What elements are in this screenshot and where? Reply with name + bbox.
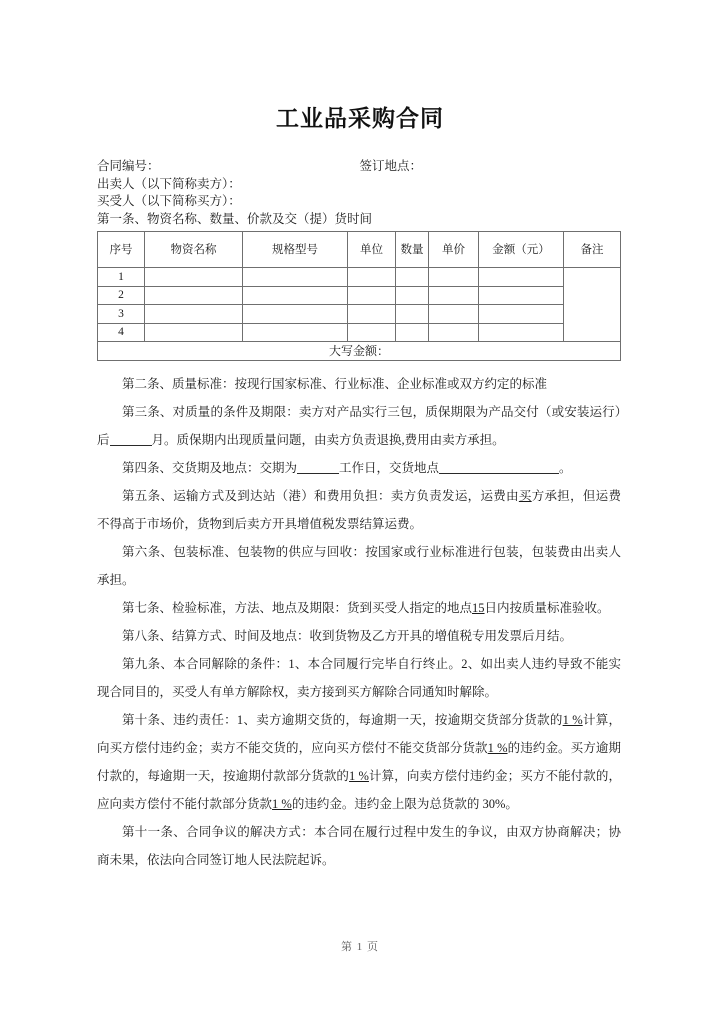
column-header-price: 单价	[429, 232, 479, 268]
clause-7-text-a: 第七条、检验标准，方法、地点及期限：货到买受人指定的地点	[122, 600, 473, 615]
cell-unit[interactable]	[348, 305, 396, 324]
cell-remark[interactable]	[564, 268, 621, 342]
clause-10-text-d: 计算，向卖方偿付违约金；买方不能付款的，应向卖方偿付不能付款部分货款	[97, 768, 621, 811]
column-header-quantity: 数量	[396, 232, 429, 268]
column-header-name: 物资名称	[145, 232, 243, 268]
penalty-rate-4[interactable]: 1 %	[272, 796, 292, 811]
cell-index: 1	[98, 268, 145, 287]
buyer-line: 买受人（以下简称买方）：	[97, 194, 241, 208]
column-header-amount: 金额（元）	[479, 232, 564, 268]
cell-unit[interactable]	[348, 268, 396, 287]
cell-quantity[interactable]	[396, 286, 429, 305]
inspection-days-value[interactable]: 15	[472, 600, 485, 615]
penalty-rate-3[interactable]: 1 %	[349, 768, 369, 783]
clause-11: 第十一条、合同争议的解决方式：本合同在履行过程中发生的争议，由双方协商解决；协商未果，依法向合同签订地人民法院起诉。	[97, 824, 621, 867]
clause-8: 第八条、结算方式、时间及地点：收到货物及乙方开具的增值税专用发票后月结。	[122, 628, 573, 643]
table-total-row	[98, 342, 621, 361]
clause-10-text-c: 的违约金。买方逾期付款的，每逾期一天，按逾期付款部分货款的	[97, 740, 621, 783]
penalty-rate-1[interactable]: 1 %	[562, 712, 583, 727]
cell-amount[interactable]	[479, 305, 564, 324]
cell-price[interactable]	[429, 286, 479, 305]
cell-quantity[interactable]	[396, 323, 429, 342]
cell-spec[interactable]	[243, 305, 348, 324]
clause-3-text-b: 月。质保期内出现质量问题，由卖方负责退换,费用由卖方承担。	[151, 432, 505, 447]
column-header-remark: 备注	[564, 232, 621, 268]
clause-5-text-b: 方承担，但运费不得高于市场价，货物到后卖方开具增值税发票结算运费。	[97, 488, 621, 531]
clause-5	[97, 482, 621, 538]
clause-7-text-b: 日内按质量标准验收。	[484, 600, 610, 615]
penalty-rate-2[interactable]: 1 %	[487, 740, 508, 755]
cell-spec[interactable]	[243, 268, 348, 287]
clause-10-text-e: 的违约金。违约金上限为总货款的 30%。	[291, 796, 518, 811]
cell-name[interactable]	[145, 268, 243, 287]
table-row	[98, 268, 621, 287]
cell-unit[interactable]	[348, 286, 396, 305]
cell-quantity[interactable]	[396, 305, 429, 324]
page-footer: 第 1 页	[341, 941, 379, 953]
delivery-place-blank[interactable]	[439, 460, 559, 474]
cell-index: 3	[98, 305, 145, 324]
cell-amount[interactable]	[479, 323, 564, 342]
seller-line: 出卖人（以下简称卖方）：	[97, 176, 241, 191]
warranty-period-blank[interactable]	[110, 432, 152, 446]
column-header-unit: 单位	[348, 232, 396, 268]
page-title: 工业品采购合同	[276, 106, 444, 131]
column-header-index: 序号	[98, 232, 145, 268]
clause-10	[97, 706, 621, 818]
contract-number-line	[97, 158, 621, 176]
cell-amount[interactable]	[479, 268, 564, 287]
document-body	[97, 158, 621, 874]
table-row	[98, 305, 621, 324]
clause-4-text-a: 第四条、交货期及地点：交期为	[122, 460, 298, 475]
clause-3	[97, 398, 621, 454]
table-row	[98, 286, 621, 305]
table-header-row	[98, 232, 621, 268]
clause-4-text-b: 工作日，交货地点	[339, 460, 440, 475]
contract-number-label: 合同编号：	[97, 159, 160, 173]
clause-3-text-a: 第三条、对质量的条件及期限：卖方对产品实行三包，质保期限为产品交付（或安装运行）后	[97, 404, 621, 447]
cell-index: 4	[98, 323, 145, 342]
freight-payer-value[interactable]: 买	[518, 488, 532, 503]
cell-amount[interactable]	[479, 286, 564, 305]
clause-2: 第二条、质量标准：按现行国家标准、行业标准、企业标准或双方约定的标准	[122, 376, 548, 391]
goods-table	[97, 231, 621, 361]
clause-5-text-a: 第五条、运输方式及到达站（港）和费用负担：卖方负责发运，运费由	[122, 488, 519, 503]
clause-9: 第九条、本合同解除的条件：1、本合同履行完毕自行终止。2、如出卖人违约导致不能实现合同目的，买受人有单方解除权，卖方接到买方解除合同通知时解除。	[97, 656, 621, 699]
cell-name[interactable]	[145, 323, 243, 342]
cell-spec[interactable]	[243, 286, 348, 305]
clause-10-text-b: 计算，向买方偿付违约金；卖方不能交货的，应向买方偿付不能交货部分货款	[97, 712, 621, 755]
signing-place-label: 签订地点：	[359, 159, 423, 173]
cell-price[interactable]	[429, 268, 479, 287]
article-1-heading: 第一条、物资名称、数量、价款及交（提）货时间	[97, 211, 373, 226]
cell-index: 2	[98, 286, 145, 305]
clause-7	[97, 594, 621, 622]
column-header-spec: 规格型号	[243, 232, 348, 268]
cell-price[interactable]	[429, 323, 479, 342]
cell-quantity[interactable]	[396, 268, 429, 287]
clause-4-text-c: 。	[559, 460, 572, 475]
clause-10-text-a: 第十条、违约责任：1、卖方逾期交货的，每逾期一天，按逾期交货部分货款的	[122, 712, 563, 727]
cell-unit[interactable]	[348, 323, 396, 342]
clause-list	[97, 370, 621, 874]
cell-price[interactable]	[429, 305, 479, 324]
amount-in-words-cell[interactable]: 大写金额：	[98, 342, 621, 361]
clause-6: 第六条、包装标准、包装物的供应与回收：按国家或行业标准进行包装，包装费由出卖人承担。	[97, 544, 621, 587]
cell-name[interactable]	[145, 286, 243, 305]
clause-4	[97, 454, 621, 482]
cell-name[interactable]	[145, 305, 243, 324]
delivery-days-blank[interactable]	[297, 460, 339, 474]
cell-spec[interactable]	[243, 323, 348, 342]
table-row	[98, 323, 621, 342]
